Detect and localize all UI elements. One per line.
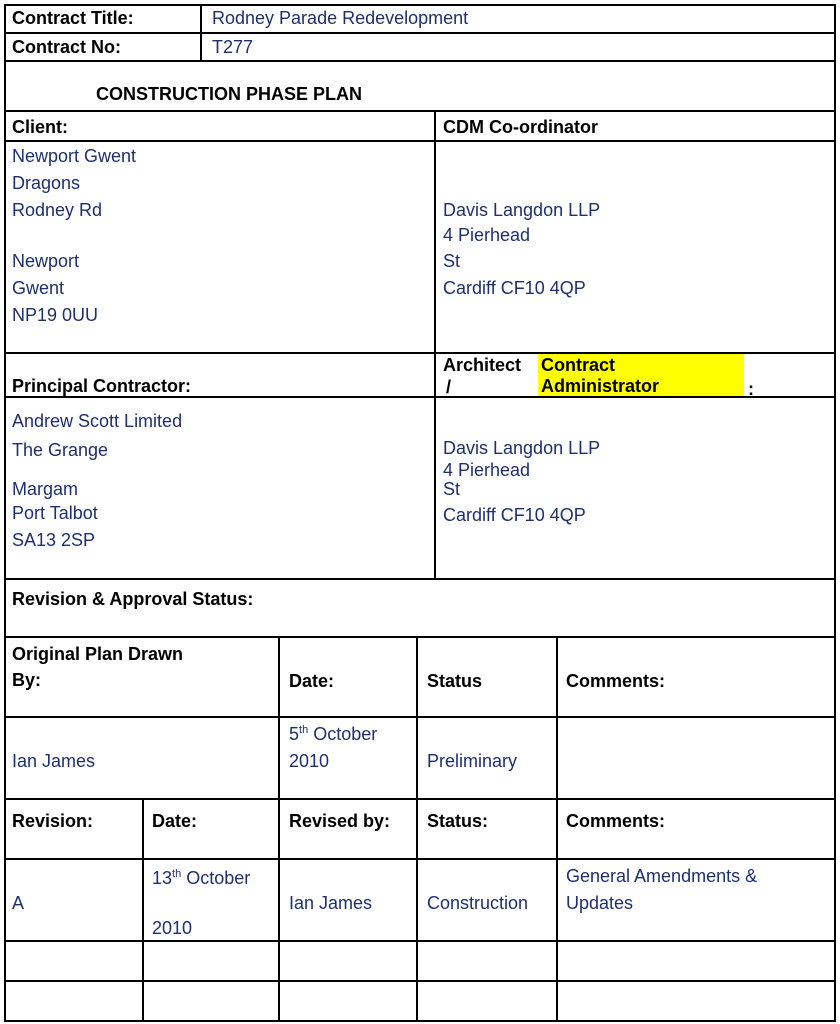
revision-date-value bbox=[152, 868, 250, 888]
rule bbox=[4, 980, 836, 982]
rule bbox=[4, 858, 836, 860]
original-date-value bbox=[289, 724, 377, 744]
architect-label-colon: : bbox=[748, 379, 754, 399]
client-address-line: Dragons bbox=[12, 173, 81, 193]
cdm-address-line: Davis Langdon LLP bbox=[443, 200, 601, 220]
rule bbox=[4, 32, 836, 34]
cdm-address-line: 4 Pierhead bbox=[443, 225, 531, 245]
revised-by-column-header: Revised by: bbox=[289, 811, 391, 831]
rule bbox=[4, 1020, 836, 1022]
date-day: 13 bbox=[152, 868, 173, 888]
rule bbox=[4, 396, 836, 398]
date-day: 5 bbox=[289, 724, 300, 744]
contractor-address-line: Andrew Scott Limited bbox=[12, 411, 183, 431]
revision-date-year: 2010 bbox=[152, 918, 193, 938]
principal-contractor-label: Principal Contractor: bbox=[12, 376, 192, 396]
contract-title-label: Contract Title: bbox=[12, 8, 134, 28]
cdm-address-line: St bbox=[443, 251, 461, 271]
rule bbox=[4, 798, 836, 800]
date-month: October bbox=[181, 868, 251, 888]
client-address-line: Newport Gwent bbox=[12, 146, 137, 166]
revision-comments-column-header: Comments: bbox=[566, 811, 666, 831]
rule bbox=[4, 110, 836, 112]
revision-status-column-header: Status: bbox=[427, 811, 489, 831]
original-status-label: Status bbox=[427, 671, 483, 691]
contractor-address-line: SA13 2SP bbox=[12, 530, 96, 550]
date-month: October bbox=[308, 724, 378, 744]
rule bbox=[142, 798, 144, 1022]
architect-label-slash: / bbox=[446, 377, 452, 397]
revision-comments-value: General Amendments & bbox=[566, 866, 758, 886]
revision-date-column-header: Date: bbox=[152, 811, 198, 831]
rule bbox=[278, 636, 280, 1022]
rule bbox=[4, 4, 836, 6]
client-address-line: NP19 0UU bbox=[12, 305, 99, 325]
contractor-address-line: Margam bbox=[12, 479, 79, 499]
revision-approval-status-label: Revision & Approval Status: bbox=[12, 589, 254, 609]
original-status-value: Preliminary bbox=[427, 751, 518, 771]
contractor-address-line: Port Talbot bbox=[12, 503, 98, 523]
architect-label: Architect bbox=[443, 355, 522, 375]
rule bbox=[416, 636, 418, 1022]
original-plan-drawn-by-label: Original Plan Drawn bbox=[12, 644, 184, 664]
rule bbox=[4, 60, 836, 62]
rule bbox=[4, 716, 836, 718]
architect-address-line: St bbox=[443, 479, 461, 499]
rule bbox=[4, 4, 6, 1022]
revision-comments-value: Updates bbox=[566, 893, 634, 913]
revised-by-value: Ian James bbox=[289, 893, 373, 913]
original-comments-label: Comments: bbox=[566, 671, 666, 691]
contract-administrator-label: Administrator bbox=[541, 376, 660, 396]
original-date-label: Date: bbox=[289, 671, 335, 691]
client-address-line: Rodney Rd bbox=[12, 200, 103, 220]
architect-address-line: Davis Langdon LLP bbox=[443, 438, 601, 458]
cdm-coordinator-label: CDM Co-ordinator bbox=[443, 117, 598, 137]
date-ordinal: th bbox=[299, 724, 309, 736]
rule bbox=[4, 578, 836, 580]
client-label: Client: bbox=[12, 117, 68, 137]
rule bbox=[200, 4, 202, 62]
contract-no-value: T277 bbox=[212, 37, 254, 57]
rule bbox=[556, 636, 558, 1022]
architect-address-line: Cardiff CF10 4QP bbox=[443, 505, 586, 525]
rule bbox=[4, 940, 836, 942]
rule bbox=[4, 140, 836, 142]
revision-status-value: Construction bbox=[427, 893, 529, 913]
original-plan-drawn-by-label: By: bbox=[12, 670, 42, 690]
client-address-line: Gwent bbox=[12, 278, 65, 298]
contractor-address-line: The Grange bbox=[12, 440, 109, 460]
contract-no-label: Contract No: bbox=[12, 37, 121, 57]
page-title: CONSTRUCTION PHASE PLAN bbox=[96, 84, 363, 104]
architect-address-line: 4 Pierhead bbox=[443, 460, 531, 480]
date-ordinal: th bbox=[172, 868, 182, 880]
cdm-address-line: Cardiff CF10 4QP bbox=[443, 278, 586, 298]
original-drawn-by-value: Ian James bbox=[12, 751, 96, 771]
contract-administrator-label: Contract bbox=[541, 355, 616, 375]
revision-value: A bbox=[12, 893, 25, 913]
rule bbox=[4, 636, 836, 638]
revision-column-header: Revision: bbox=[12, 811, 94, 831]
client-address-line: Newport bbox=[12, 251, 80, 271]
contract-title-value: Rodney Parade Redevelopment bbox=[212, 8, 469, 28]
rule bbox=[434, 110, 436, 578]
original-date-year: 2010 bbox=[289, 751, 330, 771]
rule bbox=[834, 4, 836, 1022]
